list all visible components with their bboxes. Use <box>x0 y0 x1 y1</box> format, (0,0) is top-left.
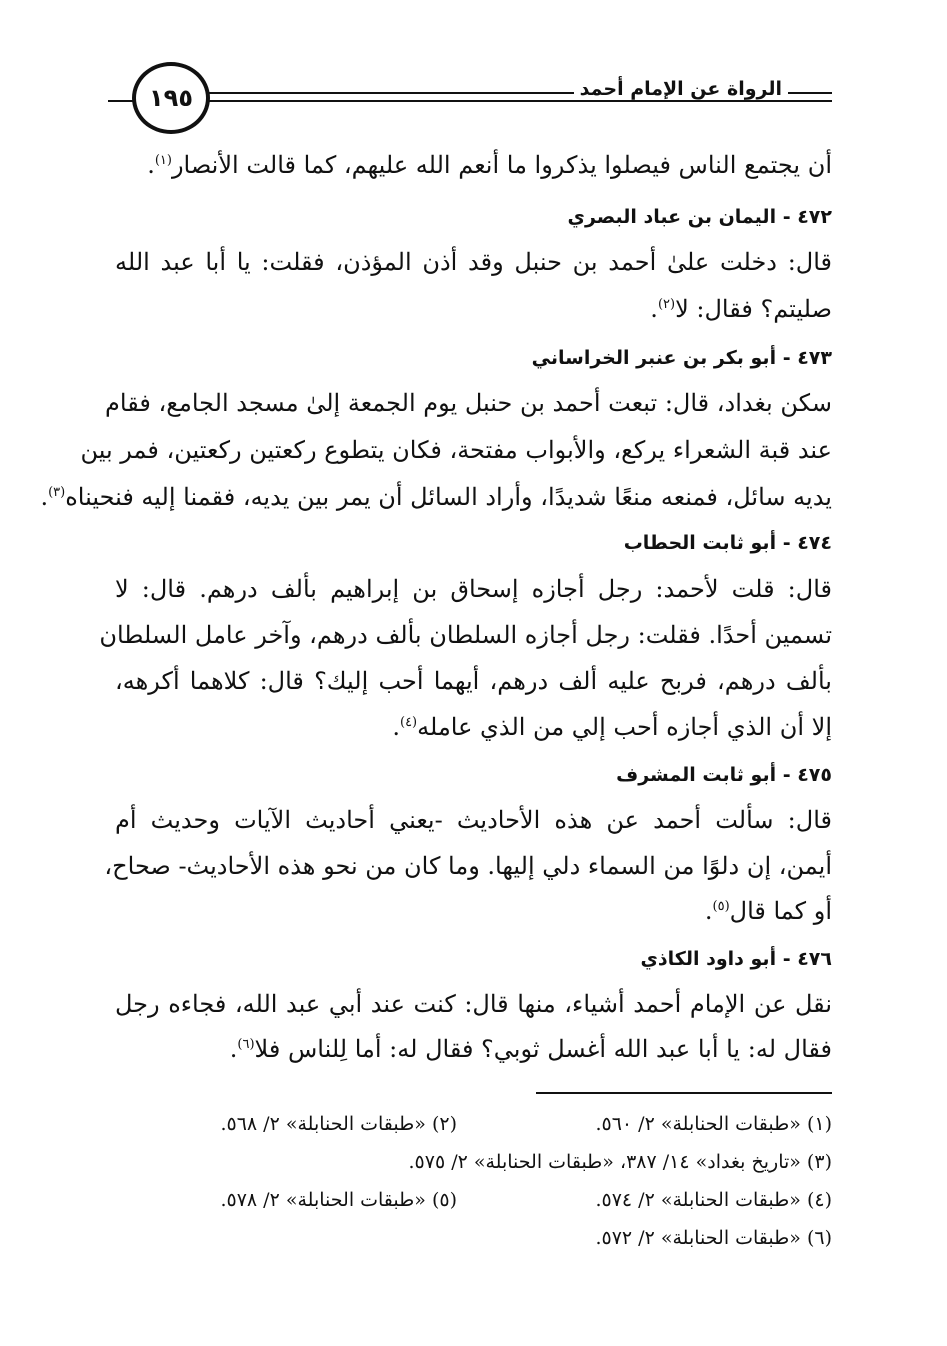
paragraph-line: إلا أن الذي أجازه أحب إلي من الذي عامله$^{(٤)}$. <box>392 713 832 741</box>
paragraph-line: فقال له: يا أبا عبد الله أغسل ثوبي؟ فقال له: أما لِلناس فلا$^{(٦)}$. <box>229 1035 832 1063</box>
paragraph-line: عند قبة الشعراء يركع، والأبواب مفتحة، فكان يتطوع ركعتين ركعتين، فمر بين <box>80 436 832 464</box>
paragraph-line: أيمن، إن دلوًا من السماء دلي إليها. وما كان من نحو هذه الأحاديث- صحاح، <box>104 852 832 880</box>
paragraph-line: صليتم؟ فقال: لا$^{(٢)}$. <box>650 295 832 323</box>
paragraph-line: قال: قلت لأحمد: رجل أجازه إسحاق بن إبراهيم بألف درهم. قال: لا <box>115 575 832 603</box>
footnote: (٥) «طبقات الحنابلة» ٢/ ٥٧٨. <box>220 1189 457 1211</box>
page-header <box>108 62 832 136</box>
footnote-ref: (٢) <box>657 297 676 312</box>
paragraph-line: أو كما قال$^{(٥)}$. <box>704 897 832 925</box>
footnote: (٦) «طبقات الحنابلة» ٢/ ٥٧٢. <box>595 1227 832 1249</box>
paragraph-line: بألف درهم، فربح عليه ألف درهم، أيهما أحب إليك؟ قال: كلاهما أكرهه، <box>115 667 832 695</box>
paragraph-line: يديه سائل، فمنعه منعًا شديدًا، وأراد السائل أن يمر بين يديه، فقمنا إليه فنحيناه$^{(٣)}$. <box>40 483 832 511</box>
paragraph-line: تسمين أحدًا. فقلت: رجل أجازه السلطان بألف درهم، وآخر عامل السلطان <box>99 621 832 649</box>
paragraph-line: أن يجتمع الناس فيصلوا يذكروا ما أنعم الله عليهم، كما قالت الأنصار$^{(١)}$. <box>147 151 832 179</box>
footnote: (٤) «طبقات الحنابلة» ٢/ ٥٧٤. <box>595 1189 832 1211</box>
header-rule-bottom <box>108 100 832 102</box>
paragraph-line: نقل عن الإمام أحمد أشياء، منها قال: كنت عند أبي عبد الله، فجاءه رجل <box>115 990 832 1018</box>
footnote-ref: (٣) <box>48 485 66 500</box>
footnote: (٢) «طبقات الحنابلة» ٢/ ٥٦٨. <box>220 1113 457 1135</box>
paragraph-line: قال: سألت أحمد عن هذه الأحاديث -يعني أحاديث الآيات وحديث أم <box>115 806 832 834</box>
entry-heading: ٤٧٢ - اليمان بن عباد البصري <box>567 206 832 228</box>
footnote-separator <box>536 1092 832 1094</box>
page-number: ١٩٥ <box>149 84 193 112</box>
paragraph-line: سكن بغداد، قال: تبعت أحمد بن حنبل يوم الجمعة إلىٰ مسجد الجامع، فقام <box>105 389 832 417</box>
footnote-ref: (١) <box>154 153 172 168</box>
footnote-ref: (٦) <box>237 1037 255 1052</box>
footnote: (١) «طبقات الحنابلة» ٢/ ٥٦٠. <box>595 1113 832 1135</box>
page-number-badge <box>132 62 210 134</box>
running-title: الرواة عن الإمام أحمد <box>574 78 788 100</box>
entry-heading: ٤٧٦ - أبو داود الكاذي <box>640 948 832 970</box>
entry-heading: ٤٧٤ - أبو ثابت الحطاب <box>623 532 832 554</box>
footnote-ref: (٥) <box>712 899 730 914</box>
footnote-ref: (٤) <box>399 715 418 730</box>
entry-heading: ٤٧٣ - أبو بكر بن عنبر الخراساني <box>531 347 832 369</box>
paragraph-line: قال: دخلت علىٰ أحمد بن حنبل وقد أذن المؤذن، فقلت: يا أبا عبد الله <box>115 248 832 276</box>
footnote: (٣) «تاريخ بغداد» ١٤/ ٣٨٧، «طبقات الحنابلة» ٢/ ٥٧٥. <box>408 1151 832 1173</box>
entry-heading: ٤٧٥ - أبو ثابت المشرف <box>616 764 832 786</box>
